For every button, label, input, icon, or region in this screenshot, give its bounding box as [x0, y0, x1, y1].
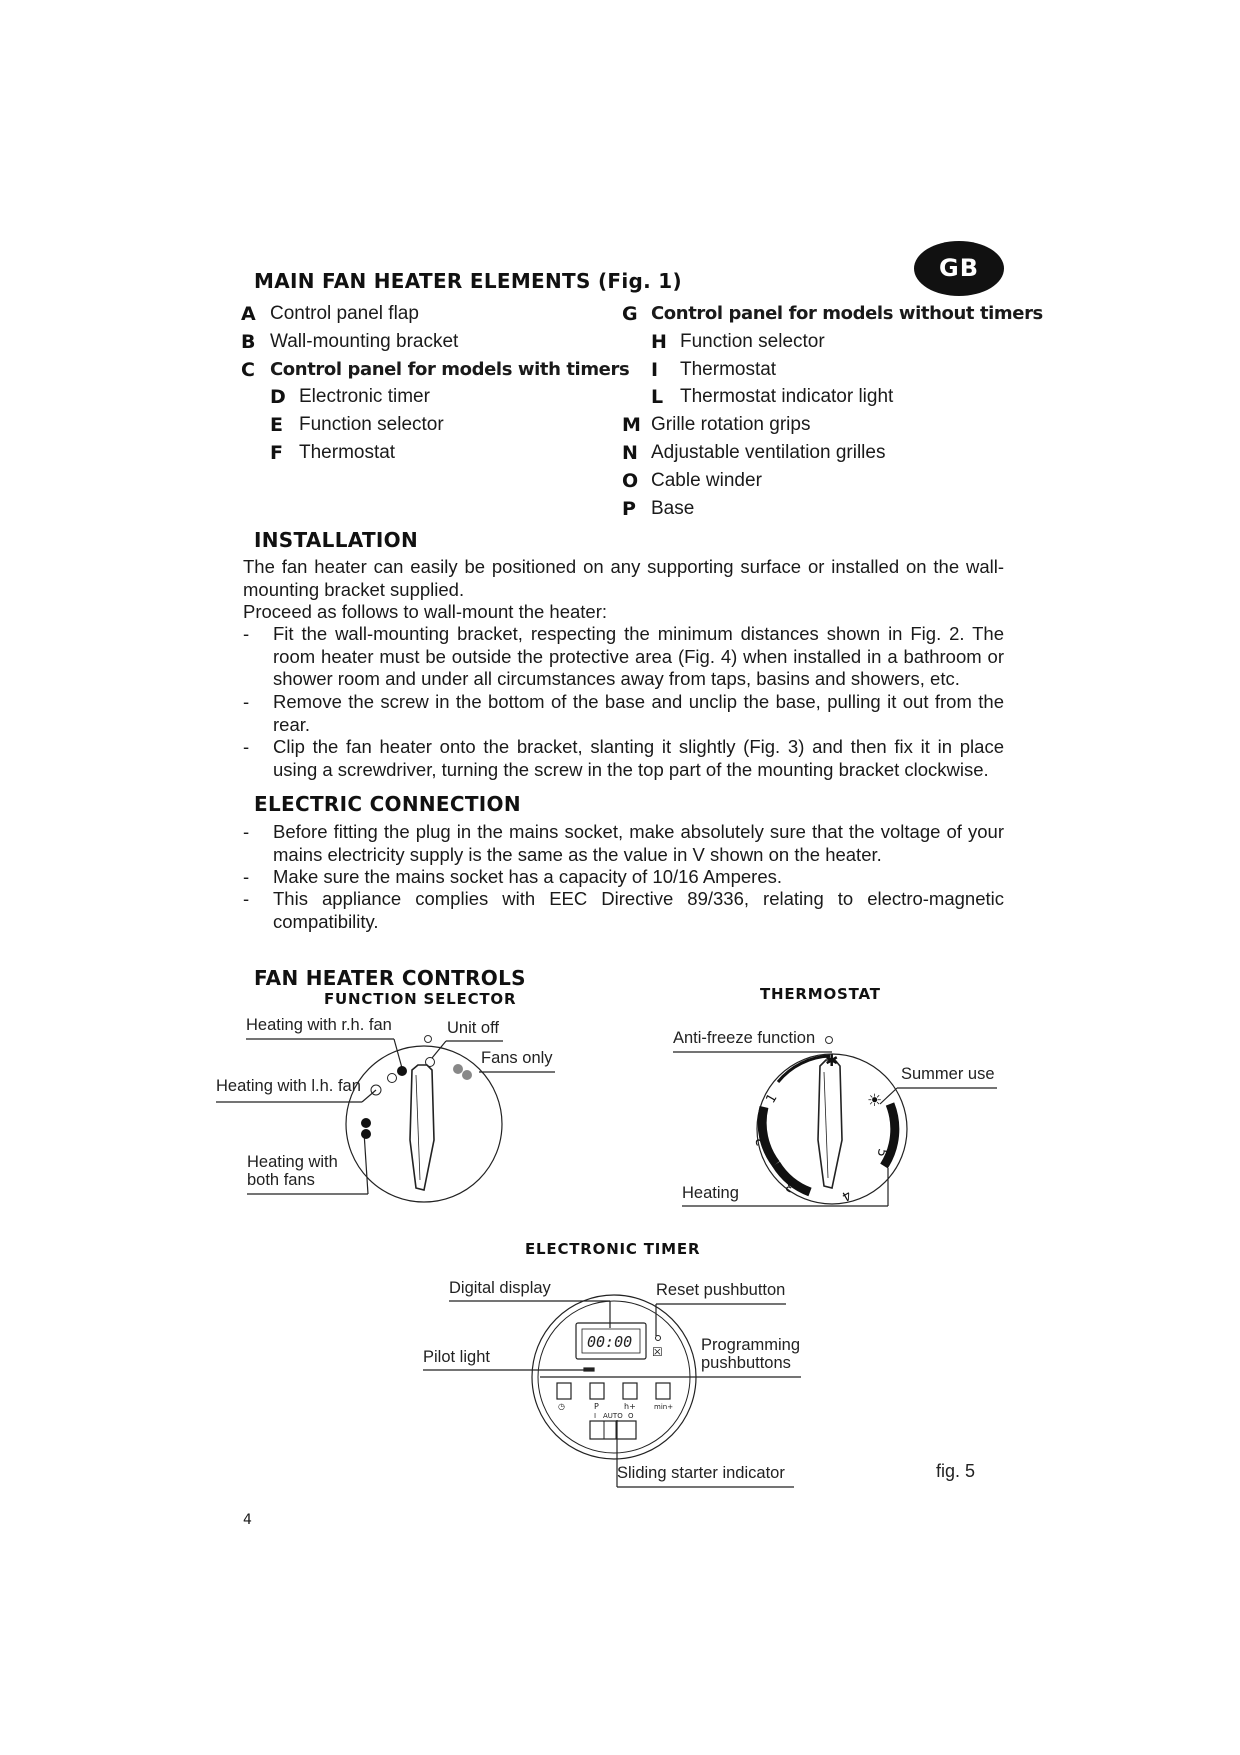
- label-digital-display: Digital display: [449, 1279, 551, 1297]
- element-label: Grille rotation grips: [651, 414, 811, 436]
- element-key: I: [651, 358, 659, 381]
- label-lh-fan: Heating with l.h. fan: [216, 1077, 361, 1095]
- element-label: Electronic timer: [299, 386, 430, 408]
- element-key: L: [651, 386, 664, 409]
- function-selector-heading: FUNCTION SELECTOR: [324, 990, 517, 1008]
- element-label: Function selector: [680, 330, 825, 352]
- installation-step: - Clip the fan heater onto the bracket, slanting it slightly (Fig. 3) and then fix it in place using a screwdriver, turning the screw in the top part of the mounting bracket clockwise.: [243, 736, 1004, 780]
- button-label: min+: [654, 1403, 674, 1411]
- element-key: O: [622, 469, 639, 492]
- label-fans-only: Fans only: [481, 1049, 553, 1067]
- main-elements-heading: MAIN FAN HEATER ELEMENTS (Fig. 1): [254, 269, 682, 293]
- electric-heading: ELECTRIC CONNECTION: [254, 792, 521, 816]
- element-label: Wall-mounting bracket: [270, 330, 459, 352]
- switch-label: I: [594, 1412, 597, 1420]
- button-label: h+: [624, 1402, 636, 1411]
- label-rh-fan: Heating with r.h. fan: [246, 1016, 392, 1034]
- installation-intro: The fan heater can easily be positioned on any supporting surface or installed on the wall-mounting bracket supplied.: [243, 556, 1004, 600]
- element-key: P: [622, 497, 636, 520]
- label-reset: Reset pushbutton: [656, 1281, 786, 1299]
- element-label: Control panel for models without timers: [651, 303, 1043, 324]
- label-unit-off: Unit off: [447, 1019, 499, 1037]
- dial-number: 3: [783, 1177, 798, 1195]
- element-key: C: [241, 358, 255, 381]
- timer-display-value: 00:00: [587, 1333, 633, 1351]
- thermostat-heading: THERMOSTAT: [760, 985, 881, 1003]
- label-pilot-light: Pilot light: [423, 1348, 490, 1366]
- element-key: D: [270, 386, 286, 409]
- button-label: P: [594, 1402, 599, 1411]
- timer-slide-switch: [590, 1421, 636, 1439]
- dial-number: 2: [753, 1136, 770, 1147]
- element-key: H: [651, 330, 667, 353]
- snowflake-icon: ✱: [825, 1051, 839, 1070]
- electric-item: - This appliance complies with EEC Directive 89/336, relating to electro-magnetic compatibility.: [243, 888, 1004, 932]
- element-key: M: [622, 414, 641, 437]
- electric-item: - Make sure the mains socket has a capacity of 10/16 Amperes.: [243, 866, 783, 887]
- element-label: Base: [651, 497, 695, 519]
- switch-label: O: [628, 1412, 634, 1420]
- element-label: Function selector: [299, 414, 444, 436]
- installation-heading: INSTALLATION: [254, 528, 418, 552]
- element-label: Thermostat: [680, 358, 777, 380]
- dial-number: 5: [873, 1147, 890, 1159]
- timer-heading: ELECTRONIC TIMER: [525, 1240, 701, 1258]
- installation-step: - Remove the screw in the bottom of the base and unclip the base, pulling it out from the rear.: [243, 691, 1004, 735]
- electric-item: - Before fitting the plug in the mains socket, make absolutely sure that the voltage of your mains electricity supply is the same as the value in V shown on the heater.: [243, 821, 1004, 865]
- element-key: A: [241, 303, 256, 325]
- element-label: Thermostat indicator light: [680, 386, 894, 408]
- dial-number: 1: [763, 1091, 781, 1106]
- switch-label: AUTO: [603, 1412, 623, 1420]
- label-both-fans-1: Heating with: [247, 1153, 338, 1171]
- page-number: 4: [243, 1512, 252, 1528]
- element-key: F: [270, 442, 283, 464]
- figure-label: fig. 5: [936, 1461, 976, 1481]
- label-both-fans-2: both fans: [247, 1171, 315, 1189]
- language-badge: GB: [914, 241, 1004, 296]
- timer-button: [590, 1383, 604, 1399]
- element-label: Adjustable ventilation grilles: [651, 442, 886, 463]
- dial-number: 4: [838, 1186, 854, 1204]
- timer-button: [557, 1383, 571, 1399]
- element-label: Control panel for models with timers: [270, 358, 630, 380]
- timer-button: [623, 1383, 637, 1399]
- element-key: E: [270, 414, 283, 437]
- element-key: N: [622, 442, 638, 464]
- label-programming-2: pushbuttons: [701, 1354, 791, 1372]
- reset-pushbutton: [656, 1336, 661, 1341]
- element-key: B: [241, 330, 256, 353]
- label-summer-use: Summer use: [901, 1065, 995, 1083]
- sun-icon: ☀: [867, 1091, 883, 1111]
- label-anti-freeze: Anti-freeze function: [673, 1029, 816, 1047]
- clock-icon: ◷: [558, 1402, 565, 1411]
- controls-heading: FAN HEATER CONTROLS: [254, 966, 526, 990]
- element-label: Control panel flap: [270, 303, 419, 324]
- pilot-light-indicator: [584, 1368, 594, 1371]
- timer-button: [656, 1383, 670, 1399]
- element-key: G: [622, 303, 638, 325]
- installation-step: - Fit the wall-mounting bracket, respecting the minimum distances shown in Fig. 2. The room heater must be outside the protective area (Fig. 4) when installed in a bathroom or shower room and under all circumstances away from taps, basins and showers, etc.: [243, 623, 1004, 689]
- label-sliding-starter: Sliding starter indicator: [617, 1464, 785, 1482]
- element-label: Cable winder: [651, 469, 762, 491]
- element-label: Thermostat: [299, 442, 396, 463]
- label-heating: Heating: [682, 1184, 739, 1202]
- label-programming-1: Programming: [701, 1336, 801, 1354]
- installation-steps-intro: Proceed as follows to wall-mount the heater:: [243, 601, 608, 622]
- reset-icon: ☒: [652, 1345, 663, 1359]
